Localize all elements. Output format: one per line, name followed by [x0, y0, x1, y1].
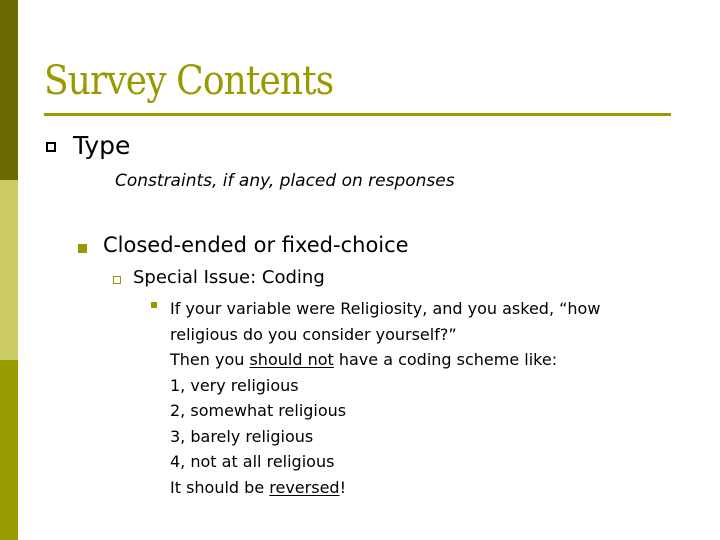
side-bar-segment-light [0, 180, 18, 360]
bullet-level2-closed-ended: Closed-ended or fixed-choice [103, 233, 409, 257]
coding-option: 1, very religious [170, 375, 299, 395]
body-line-3 [170, 347, 680, 373]
small-hollow-square-bullet-icon [113, 276, 121, 284]
coding-option: 4, not at all religious [170, 452, 335, 471]
line3-prefix: Then you [170, 350, 250, 369]
body-line-1: If your variable were Religiosity, and you asked, “how [170, 299, 601, 318]
tiny-square-bullet-icon [151, 302, 157, 308]
filled-square-bullet-icon [78, 244, 87, 253]
bullet-level4-body [170, 296, 680, 500]
closing-prefix: It should be [170, 477, 270, 497]
body-line-2: religious do you consider yourself?” [170, 324, 457, 344]
emphasis-reversed: reversed [269, 477, 340, 497]
emphasis-should-not: should not [249, 350, 334, 369]
hollow-square-bullet-icon [46, 142, 56, 152]
side-bar-segment-dark [0, 0, 18, 180]
bullet-level1-type: Type [73, 131, 131, 160]
decorative-side-bar [0, 0, 18, 540]
type-description: Constraints, if any, placed on responses [115, 171, 455, 191]
coding-option: 2, somewhat religious [170, 401, 347, 420]
line3-suffix: have a coding scheme like: [333, 350, 558, 369]
side-bar-segment-mid [0, 360, 18, 540]
slide-title: Survey Contents [44, 58, 334, 104]
bullet-level3-special-issue: Special Issue: Coding [133, 267, 325, 288]
closing-suffix: ! [339, 477, 346, 497]
closing-line [170, 475, 680, 501]
coding-option: 3, barely religious [170, 426, 314, 446]
title-underline-rule [44, 113, 671, 116]
